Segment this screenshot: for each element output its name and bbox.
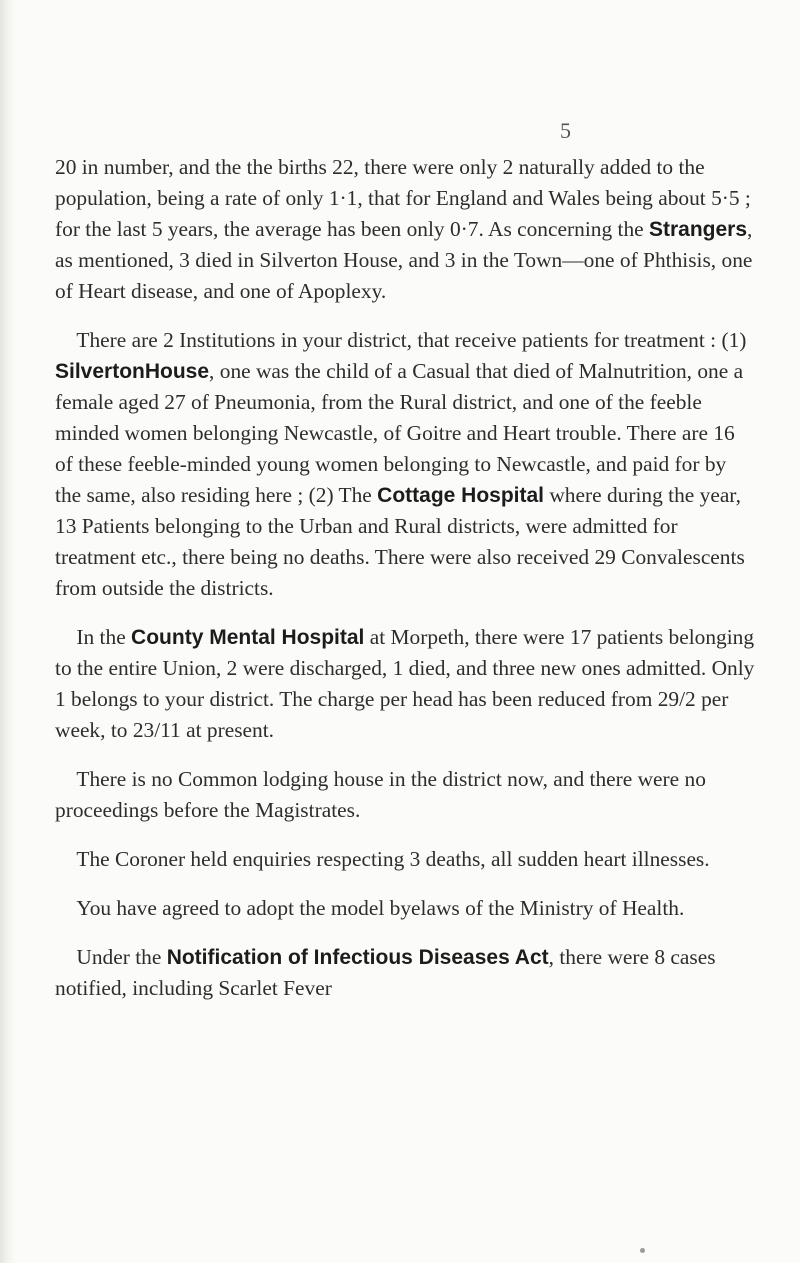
paragraph-1-text-b: , as mentioned, 3 died in Silverton House, and 3 in the Town—one of Phthisis, one of Heart disease, and one of Apoplexy.: [55, 217, 753, 303]
paragraph-1: [55, 152, 755, 307]
paragraph-6: [55, 893, 755, 924]
paragraph-2-text-b: , one was the child of a Casual that died of Malnutrition, one a female aged 27 of Pneumonia, from the Rural district, and one of the feeble minded women belonging Newcastle, of Goitre and Heart trouble. There are 16 of these feeble-minded young women belonging to Newcastle, and paid for by the same, also residing here ; (2) The: [55, 359, 744, 507]
paragraph-7-text-b: , there were 8 cases notified, including Scarlet Fever: [55, 945, 716, 1000]
paragraph-3-text-a: In the: [76, 625, 132, 649]
paragraph-4: [55, 764, 755, 826]
heading-strangers: Strangers: [648, 218, 748, 241]
paragraph-5: [55, 844, 755, 875]
document-body: [55, 152, 755, 1022]
page-number: 5: [560, 118, 571, 143]
paragraph-1-text-a: 20 in number, and the the births 22, there were only 2 naturally added to the population, being a rate of only 1·1, that for England and Wales being about 5·5 ; for the last 5 years, the average has been only 0·7. As concerning the: [55, 155, 751, 241]
paragraph-3: [55, 622, 755, 746]
paragraph-6-text: You have agreed to adopt the model byelaws of the Ministry of Health.: [76, 896, 685, 920]
page-edge-shadow: [0, 0, 16, 1263]
paragraph-4-text: There is no Common lodging house in the district now, and there were no proceedings before the Magistrates.: [55, 767, 706, 822]
paragraph-3-text-b: at Morpeth, there were 17 patients belonging to the entire Union, 2 were discharged, 1 died, and three new ones admitted. Only 1 belongs to your district. The charge per head has been reduced from 29/2 per week, to 23/11 at present.: [55, 625, 755, 742]
heading-notification-act: Notification of Infectious Diseases Act: [166, 946, 549, 969]
ink-dot: [640, 1248, 645, 1253]
heading-silverton-house: SilvertonHouse: [55, 360, 210, 383]
paragraph-5-text: The Coroner held enquiries respecting 3 deaths, all sudden heart illnesses.: [76, 847, 710, 871]
heading-cottage-hospital: Cottage Hospital: [377, 484, 544, 507]
paragraph-7: [55, 942, 755, 1004]
paragraph-2-text-c: where during the year, 13 Patients belonging to the Urban and Rural districts, were admitted for treatment etc., there being no deaths. There were also received 29 Convalescents from outside the districts.: [55, 483, 745, 600]
paragraph-2: [55, 325, 755, 604]
paragraph-2-text-a: There are 2 Institutions in your district, that receive patients for treatment : (1): [76, 328, 747, 352]
heading-county-mental-hospital: County Mental Hospital: [131, 626, 365, 649]
paragraph-7-text-a: Under the: [76, 945, 167, 969]
